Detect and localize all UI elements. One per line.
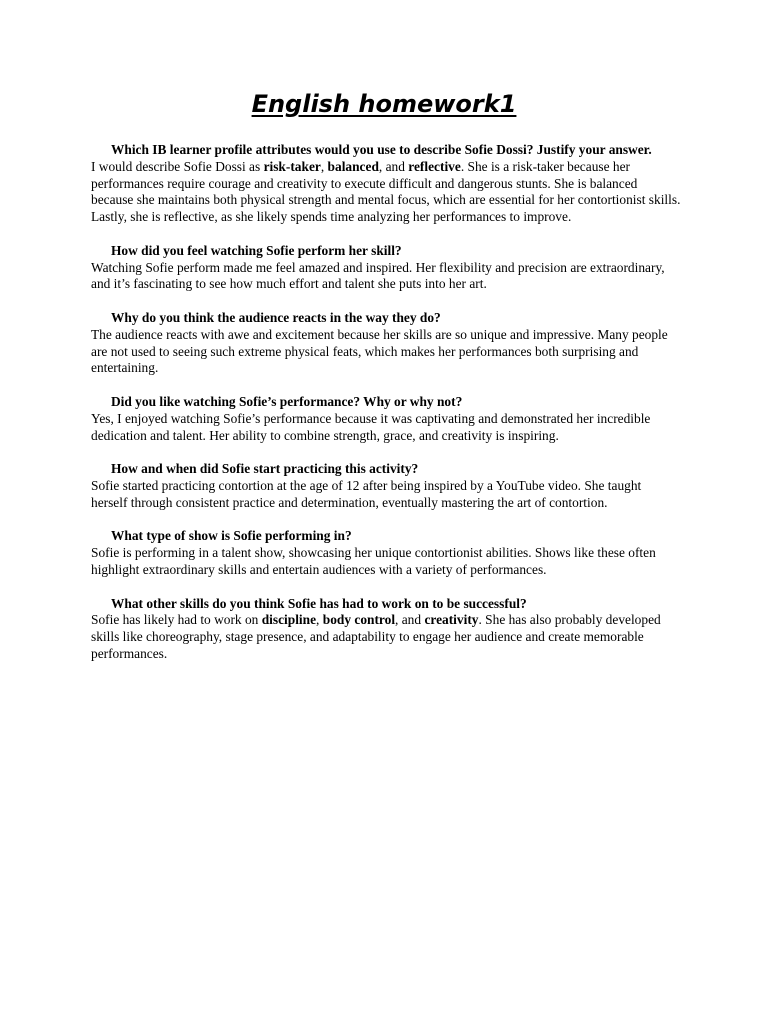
qa-block-5 [91, 461, 681, 511]
question-4: Did you like watching Sofie’s performance? Why or why not? [111, 393, 463, 409]
answer-5: Sofie started practicing contortion at the age of 12 after being inspired by a YouTube video. She taught herself through consistent practice and determination, eventually mastering the art of contortion. [91, 477, 642, 510]
question-2: How did you feel watching Sofie perform her skill? [111, 242, 402, 258]
answer-1-bold-reflective: reflective [408, 158, 461, 174]
answer-7-bold-discipline: discipline [261, 612, 317, 628]
answer-1-text-a: I would describe Sofie Dossi as [91, 158, 264, 174]
answer-1-text-d: . She is a risk-taker because her performances require courage and creativity to execute difficult and dangerous stunts. She is balanced because she maintains both physical strength and mental focus, which are essential for her contortionist skills. Lastly, she is reflective, as she likely spends time analyzing her performances to improve. [91, 158, 681, 225]
question-1: Which IB learner profile attributes would you use to describe Sofie Dossi? Justify your answer. [111, 142, 652, 157]
answer-4: Yes, I enjoyed watching Sofie’s performance because it was captivating and demonstrated her incredible dedication and talent. Her ability to combine strength, grace, and creativity is inspiring. [91, 410, 651, 443]
answer-1 [91, 159, 681, 226]
qa-block-7 [91, 596, 681, 663]
qa-block-2 [91, 243, 681, 293]
question-6: What type of show is Sofie performing in? [111, 528, 352, 544]
answer-7-text-c: , and [395, 612, 425, 628]
document-title: English homework1 [251, 90, 517, 118]
qa-block-6 [91, 528, 681, 578]
question-3: Why do you think the audience reacts in the way they do? [111, 309, 441, 325]
question-5: How and when did Sofie start practicing this activity? [111, 461, 419, 477]
qa-block-3 [91, 310, 681, 377]
answer-3: The audience reacts with awe and excitement because her skills are so unique and impressive. Many people are not used to seeing such extreme physical feats, which makes her performances both surprising and entertaining. [91, 326, 668, 376]
question-7: What other skills do you think Sofie has had to work on to be successful? [111, 595, 527, 611]
qa-block-4 [91, 394, 681, 444]
answer-1-bold-risk-taker: risk-taker [263, 158, 321, 174]
answer-7-bold-creativity: creativity [424, 612, 479, 628]
answer-2: Watching Sofie perform made me feel amazed and inspired. Her flexibility and precision are extraordinary, and it’s fascinating to see how much effort and talent she puts into her art. [91, 259, 665, 292]
answer-1-bold-balanced: balanced [327, 158, 379, 174]
answer-1-text-c: , and [378, 158, 409, 174]
answer-7 [91, 612, 681, 662]
answer-6: Sofie is performing in a talent show, showcasing her unique contortionist abilities. Shows like these often highlight extraordinary skills and entertain audiences with a variety of performances. [91, 545, 656, 577]
answer-7-text-a: Sofie has likely had to work on [91, 612, 262, 628]
answer-7-text-d: . She has also probably developed skills like choreography, stage presence, and adaptability to engage her audience and create memorable performances. [91, 612, 661, 661]
answer-7-text-b: , [316, 612, 323, 628]
answer-1-text-b: , [320, 158, 328, 174]
qa-block-1 [91, 142, 681, 226]
document-body [91, 142, 681, 680]
answer-7-bold-body-control: body control [322, 612, 396, 628]
